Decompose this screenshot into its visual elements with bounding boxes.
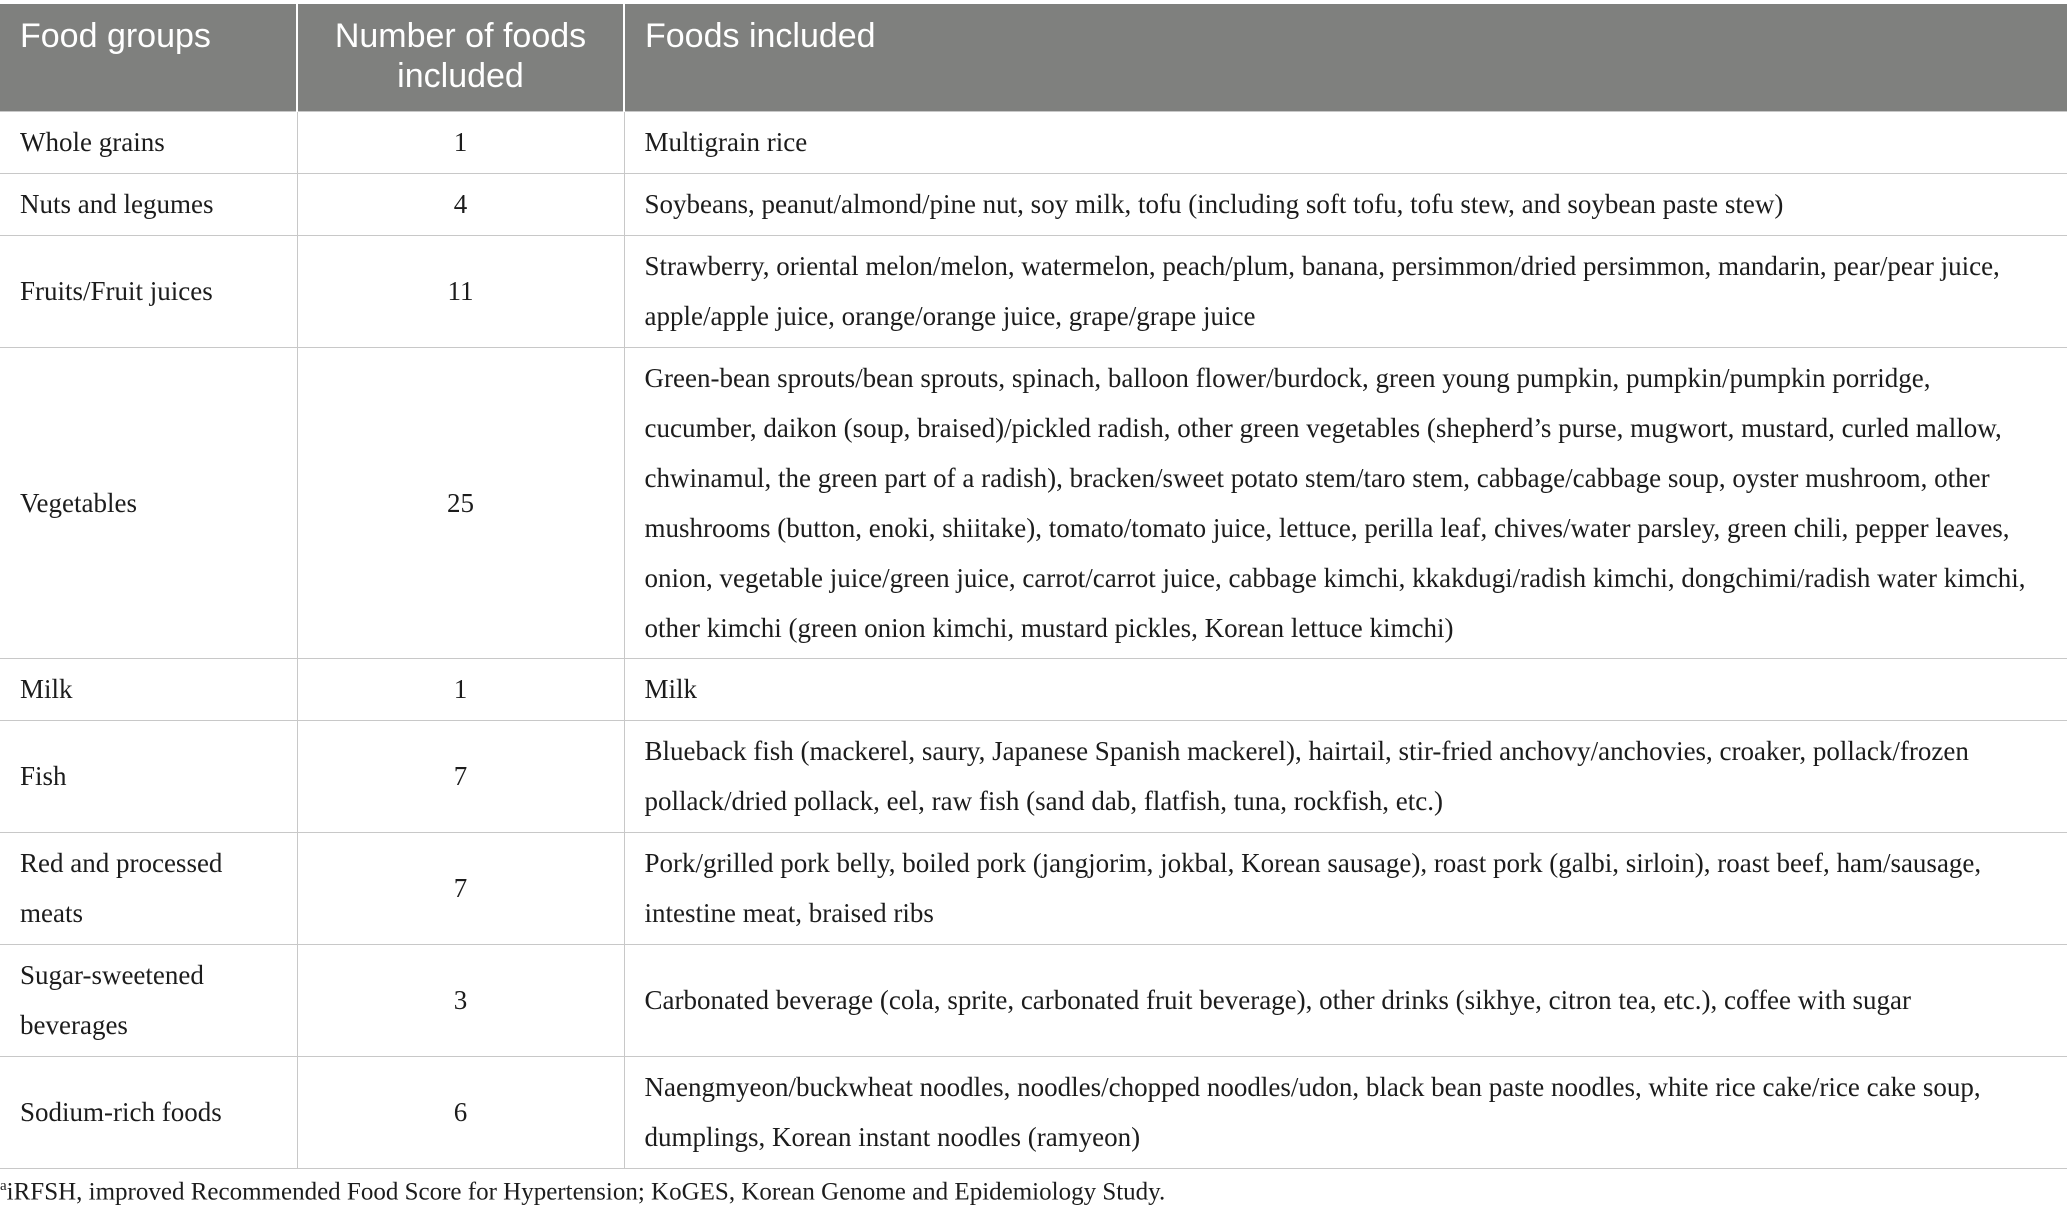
header-row	[0, 4, 2067, 111]
cell-food-count: 1	[297, 658, 624, 720]
header-number-of-foods: Number of foods included	[297, 4, 624, 111]
header-foods-included: Foods included	[624, 4, 2067, 111]
cell-food-count: 11	[297, 235, 624, 347]
table-body	[0, 111, 2067, 1168]
cell-foods-included: Blueback fish (mackerel, saury, Japanese Spanish mackerel), hairtail, stir-fried anchovy/anchovies, croaker, pollack/frozen pollack/dried pollack, eel, raw fish (sand dab, flatfish, tuna, rockfish, etc.)	[624, 720, 2067, 832]
cell-food-group: Nuts and legumes	[0, 173, 297, 235]
table-row	[0, 111, 2067, 173]
cell-food-count: 7	[297, 832, 624, 944]
footnote-text: iRFSH, improved Recommended Food Score for Hypertension; KoGES, Korean Genome and Epidemiology Study.	[6, 1178, 1166, 1206]
footnote-marker: a	[0, 1178, 7, 1194]
table-row	[0, 944, 2067, 1056]
cell-food-count: 4	[297, 173, 624, 235]
food-groups-table-container	[0, 4, 2067, 1169]
cell-food-group: Milk	[0, 658, 297, 720]
table-row	[0, 1056, 2067, 1168]
cell-food-count: 25	[297, 347, 624, 658]
table-row	[0, 720, 2067, 832]
table-row	[0, 347, 2067, 658]
cell-food-group: Fish	[0, 720, 297, 832]
cell-food-count: 1	[297, 111, 624, 173]
cell-foods-included: Multigrain rice	[624, 111, 2067, 173]
cell-food-count: 7	[297, 720, 624, 832]
cell-foods-included: Green-bean sprouts/bean sprouts, spinach, balloon flower/burdock, green young pumpkin, pumpkin/pumpkin porridge, cucumber, daikon (soup, braised)/pickled radish, other green vegetables (shepherd’s purse, mugwort, mustard, curled mallow, chwinamul, the green part of a radish), bracken/sweet potato stem/taro stem, cabbage/cabbage soup, oyster mushroom, other mushrooms (button, enoki, shiitake), tomato/tomato juice, lettuce, perilla leaf, chives/water parsley, green chili, pepper leaves, onion, vegetable juice/green juice, carrot/carrot juice, cabbage kimchi, kkakdugi/radish kimchi, dongchimi/radish water kimchi, other kimchi (green onion kimchi, mustard pickles, Korean lettuce kimchi)	[624, 347, 2067, 658]
cell-foods-included: Naengmyeon/buckwheat noodles, noodles/chopped noodles/udon, black bean paste noodles, white rice cake/rice cake soup, dumplings, Korean instant noodles (ramyeon)	[624, 1056, 2067, 1168]
cell-foods-included: Strawberry, oriental melon/melon, watermelon, peach/plum, banana, persimmon/dried persimmon, mandarin, pear/pear juice, apple/apple juice, orange/orange juice, grape/grape juice	[624, 235, 2067, 347]
cell-food-group: Sugar-sweetened beverages	[0, 944, 297, 1056]
cell-food-group: Red and processed meats	[0, 832, 297, 944]
food-groups-table	[0, 4, 2067, 1169]
cell-food-group: Fruits/Fruit juices	[0, 235, 297, 347]
cell-foods-included: Soybeans, peanut/almond/pine nut, soy milk, tofu (including soft tofu, tofu stew, and soybean paste stew)	[624, 173, 2067, 235]
header-food-groups: Food groups	[0, 4, 297, 111]
table-header	[0, 4, 2067, 111]
cell-foods-included: Milk	[624, 658, 2067, 720]
cell-food-count: 3	[297, 944, 624, 1056]
cell-food-count: 6	[297, 1056, 624, 1168]
table-row	[0, 173, 2067, 235]
cell-food-group: Vegetables	[0, 347, 297, 658]
table-row	[0, 658, 2067, 720]
cell-food-group: Sodium-rich foods	[0, 1056, 297, 1168]
table-footnote	[0, 1178, 1165, 1206]
cell-food-group: Whole grains	[0, 111, 297, 173]
table-row	[0, 832, 2067, 944]
cell-foods-included: Pork/grilled pork belly, boiled pork (jangjorim, jokbal, Korean sausage), roast pork (galbi, sirloin), roast beef, ham/sausage, intestine meat, braised ribs	[624, 832, 2067, 944]
cell-foods-included: Carbonated beverage (cola, sprite, carbonated fruit beverage), other drinks (sikhye, citron tea, etc.), coffee with sugar	[624, 944, 2067, 1056]
table-row	[0, 235, 2067, 347]
